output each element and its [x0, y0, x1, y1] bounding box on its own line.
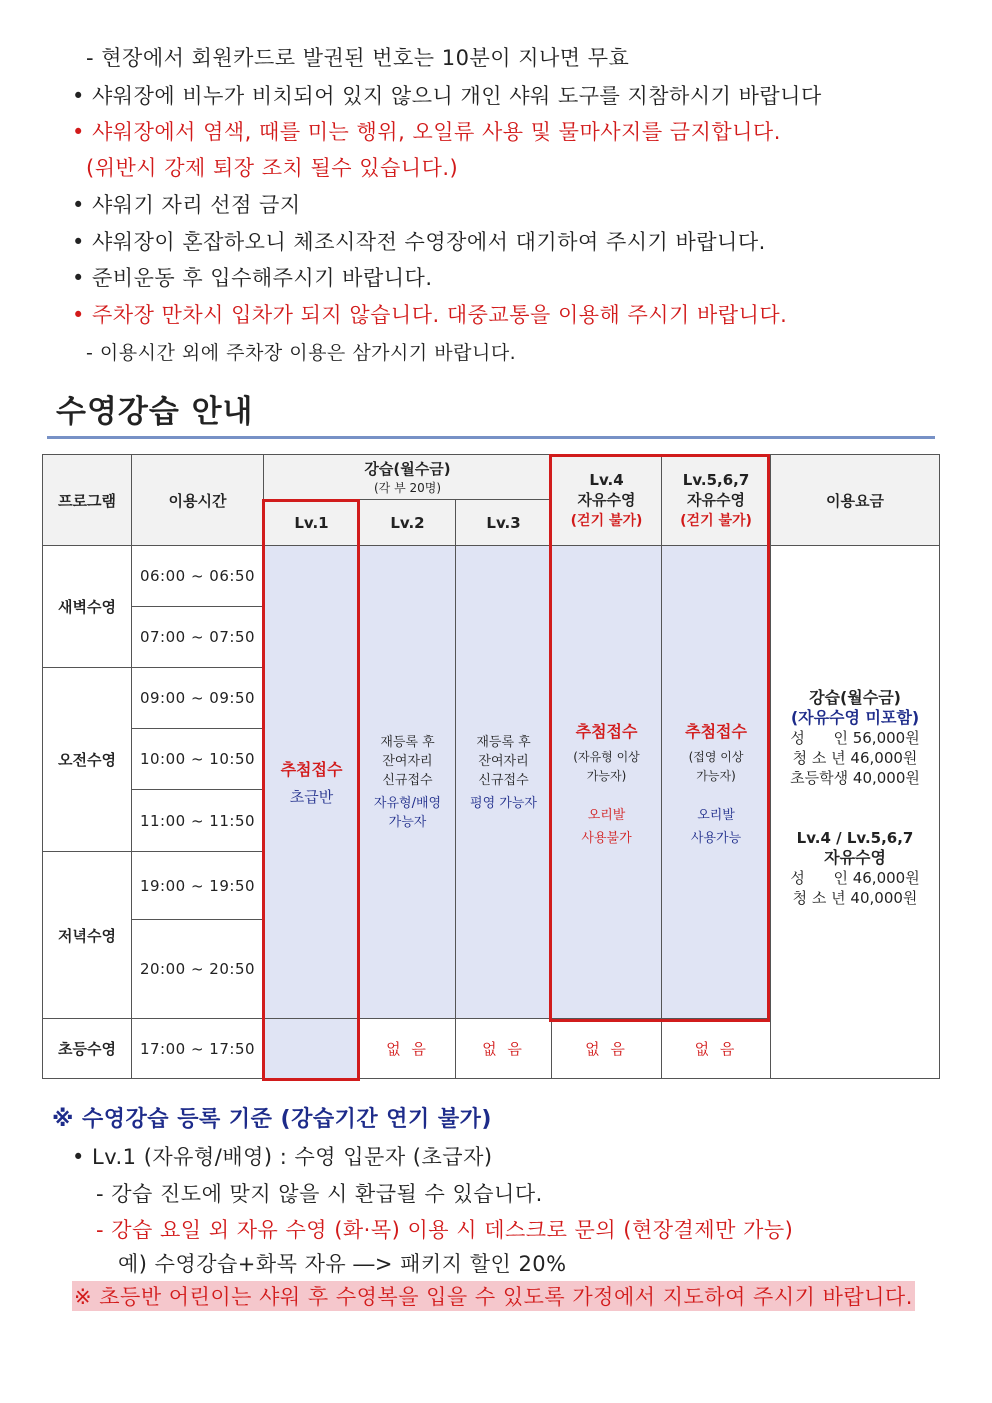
- registration-refund: - 강습 진도에 맞지 않을 시 환급될 수 있습니다.: [96, 1182, 543, 1206]
- lv4-cell: [552, 546, 662, 1019]
- section-divider: [47, 436, 935, 439]
- notice-ticket-expiry: - 현장에서 회원카드로 발권된 번호는 10분이 지나면 무효: [86, 42, 629, 72]
- lv567-kids-none: 없 음: [662, 1019, 771, 1079]
- time-slot: 20:00 ~ 20:50: [132, 920, 264, 1019]
- fee-elementary: 초등학생 40,000원: [790, 769, 920, 787]
- fee-free-youth: 청 소 년 40,000원: [792, 889, 918, 907]
- header-lv567-free: 자유수영: [687, 490, 746, 509]
- time-slot: 07:00 ~ 07:50: [132, 607, 264, 668]
- header-lesson-capacity: (각 부 20명): [373, 481, 442, 495]
- time-slot: 19:00 ~ 19:50: [132, 852, 264, 920]
- section-title: 수영강습 안내: [56, 394, 254, 430]
- header-lv4-level: Lv.4: [589, 470, 624, 489]
- notice-shower-seat: • 샤워기 자리 선점 금지: [72, 189, 301, 219]
- time-slot: 06:00 ~ 06:50: [132, 546, 264, 607]
- lv3-line1: 재등록 후: [476, 734, 531, 750]
- program-dawn: 새벽수영: [43, 546, 132, 668]
- fee-lesson-title: 강습(월수금): [809, 688, 901, 707]
- lv4-lottery: 추첨접수: [575, 721, 638, 741]
- lv1-cell: [264, 546, 360, 1019]
- program-kids: 초등수영: [43, 1019, 132, 1079]
- lv4-fins-status: 사용불가: [581, 830, 632, 846]
- lv4-fins: 오리발: [587, 807, 626, 823]
- fee-free-adult: 성 인 46,000원: [790, 869, 920, 887]
- lv2-line2: 잔여자리: [382, 753, 433, 769]
- notice-parking-full: • 주차장 만차시 입차가 되지 않습니다. 대중교통을 이용해 주시기 바랍니다.: [72, 299, 787, 329]
- header-lesson-title: 강습(월수금): [364, 460, 451, 478]
- notice-parking-hours: - 이용시간 외에 주차장 이용은 삼가시기 바랍니다.: [86, 338, 516, 365]
- lv3-kids-none: 없 음: [456, 1019, 552, 1079]
- registration-title: ※ 수영강습 등록 기준 (강습기간 연기 불가): [52, 1107, 492, 1132]
- fee-cell: [771, 546, 940, 1079]
- lv2-line4: 자유형/배영: [373, 795, 442, 811]
- header-lv4: [552, 455, 662, 546]
- time-slot: 09:00 ~ 09:50: [132, 668, 264, 729]
- header-lv567: [662, 455, 771, 546]
- header-lv567-level: Lv.5,6,7: [682, 470, 750, 489]
- header-lv4-nowalk: (걷기 불가): [570, 512, 643, 529]
- header-program: 프로그램: [43, 455, 132, 546]
- lv567-fins: 오리발: [697, 807, 735, 823]
- lesson-schedule-table: [42, 454, 940, 1079]
- notice-violation: (위반시 강제 퇴장 조치 될수 있습니다.): [86, 156, 459, 180]
- lv2-line1: 재등록 후: [380, 734, 435, 750]
- fee-free-title: Lv.4 / Lv.5,6,7: [796, 829, 914, 847]
- registration-lv1: • Lv.1 (자유형/배영) : 수영 입문자 (초급자): [72, 1141, 493, 1171]
- registration-free-swim: - 강습 요일 외 자유 수영 (화·목) 이용 시 데스크로 문의 (현장결제만 가능): [96, 1218, 794, 1242]
- header-lv3: Lv.3: [456, 500, 552, 546]
- lv567-fins-status: 사용가능: [690, 830, 742, 846]
- program-evening: 저녁수영: [43, 852, 132, 1019]
- header-lv567-nowalk: (걷기 불가): [680, 512, 752, 529]
- fee-free-subtitle: 자유수영: [824, 848, 886, 867]
- header-fee: 이용요금: [771, 455, 940, 546]
- header-lv2: Lv.2: [360, 500, 456, 546]
- lv567-cell: [662, 546, 771, 1019]
- kids-guidance-note: ※ 초등반 어린이는 샤워 후 수영복을 입을 수 있도록 가정에서 지도하여 주시기 바랍니다.: [72, 1281, 915, 1311]
- time-slot: 11:00 ~ 11:50: [132, 790, 264, 852]
- notice-shower-tools: • 샤워장에 비누가 비치되어 있지 않으니 개인 샤워 도구를 지참하시기 바랍니다: [72, 80, 822, 110]
- lv2-kids-none: 없 음: [360, 1019, 456, 1079]
- fee-youth: 청 소 년 46,000원: [792, 749, 918, 767]
- fee-adult: 성 인 56,000원: [790, 729, 920, 747]
- time-slot: 10:00 ~ 10:50: [132, 729, 264, 790]
- header-lv4-free: 자유수영: [577, 490, 636, 509]
- lv3-line2: 잔여자리: [478, 753, 529, 769]
- lv567-req1: (접영 이상: [688, 749, 744, 764]
- lv567-lottery: 추첨접수: [685, 721, 747, 741]
- notice-warmup: • 준비운동 후 입수해주시기 바랍니다.: [72, 262, 433, 292]
- lv1-lottery: 추첨접수: [280, 760, 343, 779]
- lv2-line3: 신규접수: [382, 772, 433, 788]
- lv4-req2: 가능자): [586, 768, 627, 783]
- header-lv1: Lv.1: [264, 500, 360, 546]
- lv2-cell: [360, 546, 456, 1019]
- lv567-req2: 가능자): [696, 768, 736, 783]
- lv4-kids-none: 없 음: [552, 1019, 662, 1079]
- lv1-kids-cell: [264, 1019, 360, 1079]
- lv3-line3: 신규접수: [478, 772, 529, 788]
- lv1-beginner: 초급반: [289, 788, 334, 806]
- program-morning: 오전수영: [43, 668, 132, 852]
- lv3-cell: [456, 546, 552, 1019]
- lv4-req1: (자유형 이상: [573, 749, 640, 764]
- fee-lesson-note: (자유수영 미포함): [790, 708, 920, 727]
- lv3-line4: 평영 가능자: [470, 795, 537, 811]
- registration-package: 예) 수영강습+화목 자유 ―> 패키지 할인 20%: [118, 1252, 567, 1276]
- time-slot: 17:00 ~ 17:50: [132, 1019, 264, 1079]
- lv2-line5: 가능자: [388, 814, 427, 830]
- notice-wait-pool: • 샤워장이 혼잡하오니 체조시작전 수영장에서 대기하여 주시기 바랍니다.: [72, 226, 766, 256]
- notice-shower-ban: • 샤워장에서 염색, 때를 미는 행위, 오일류 사용 및 물마사지를 금지합니다.: [72, 116, 781, 146]
- header-time: 이용시간: [132, 455, 264, 546]
- header-lesson: [264, 455, 552, 500]
